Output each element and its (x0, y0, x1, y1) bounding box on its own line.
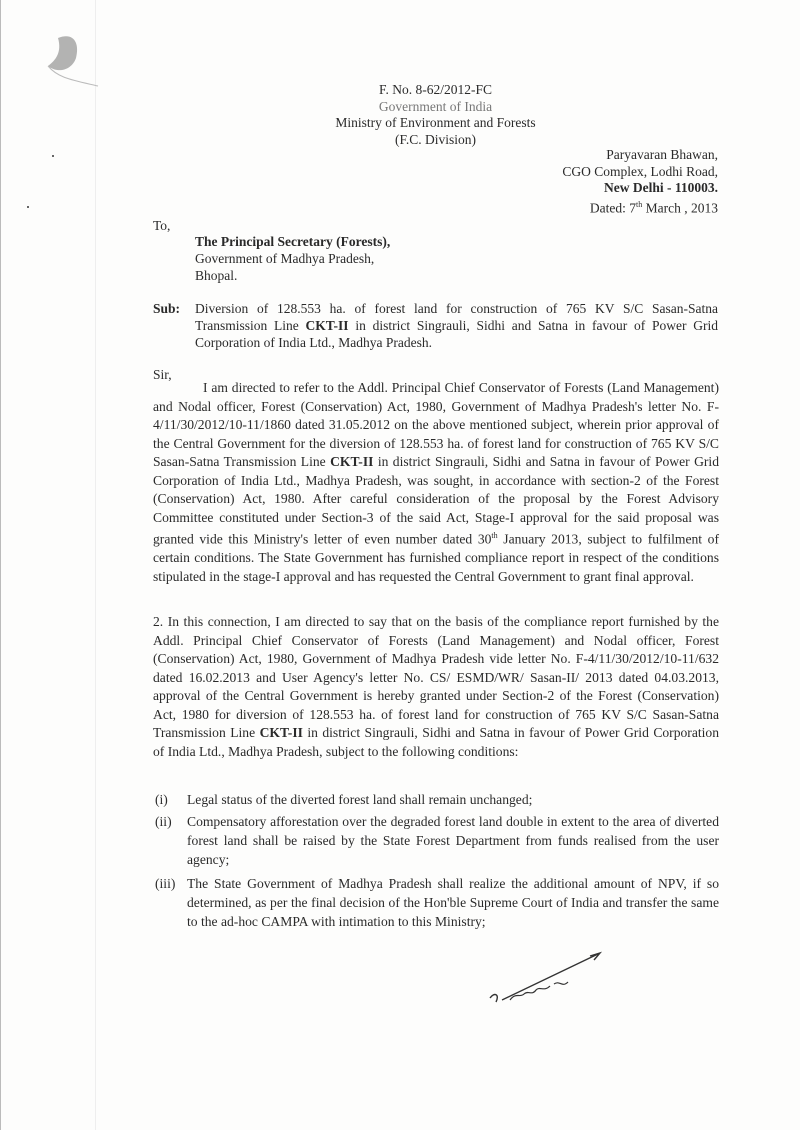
paragraph-text: January 2013, subject to fulfilment of certain conditions. The State Government has furnished compliance report in respect of the conditions stipulated in the stage-I approval and has requested the Central Government to grant final approval. (153, 531, 719, 584)
subject-block (153, 300, 718, 351)
address-line-3: New Delhi - 110003. (604, 180, 718, 196)
division-line: (F.C. Division) (394, 131, 477, 147)
government-line: Government of India (378, 98, 493, 114)
subject-text (195, 300, 718, 351)
condition-text: Legal status of the diverted forest land shall remain unchanged; (187, 792, 533, 807)
paragraph-text: in district Singrauli, Sidhi and Satna in favour of Power Grid Corporation of India Ltd., Madhya Pradesh, was sought, in accordance with section-2 of the Forest (Conservation) Act, 1980. After careful consideration of the proposal by the Forest Advisory Committee constituted under Section-3 of the said Act, Stage-I approval for the said proposal was granted vide this Ministry's letter of even number dated 30 (153, 454, 719, 547)
condition-text: The State Government of Madhya Pradesh shall realize the additional amount of NPV, if so determined, as per the final decision of the Hon'ble Supreme Court of India and transfer the same to the ad-hoc CAMPA with intimation to this Ministry; (187, 876, 719, 929)
date-suffix: March , 2013 (642, 200, 718, 216)
paragraph-bold: CKT-II (259, 725, 303, 740)
paragraph-text: I am directed to refer to the Addl. Principal Chief Conservator of Forests (Land Management) and Nodal officer, Forest (Conservation) Act, 1980, Government of Madhya Pradesh's letter No. F-4/11/30/2012/10-11/1860 dated 31.05.2012 on the above mentioned subject, wherein prior approval of the Central Government for the diversion of 128.553 ha. of forest land for construction of 765 KV S/C Sasan-Satna Transmission Line (153, 380, 719, 469)
scan-edge (0, 0, 1, 1130)
letter-header (153, 82, 718, 148)
condition-item (155, 875, 719, 931)
ministry-line: Ministry of Environment and Forests (335, 115, 536, 131)
to-label: To, (153, 218, 171, 233)
subject-bold: CKT-II (305, 318, 349, 333)
date-sup: th (636, 199, 643, 209)
stamp-mark-icon (28, 30, 108, 100)
scan-fold-line (95, 0, 96, 1130)
handwritten-initials-icon (480, 950, 610, 1010)
paragraph-text: in district Singrauli, Sidhi and Satna in favour of Power Grid Corporation of India Ltd., Madhya Pradesh, subject to the following conditions: (153, 725, 720, 759)
date-prefix: Dated: 7 (589, 200, 637, 216)
condition-number: (iii) (155, 876, 176, 891)
subject-label: Sub: (153, 301, 181, 316)
recipient-line-3: Bhopal. (195, 267, 238, 283)
paragraph-sup: th (491, 531, 498, 540)
address-line-1: Paryavaran Bhawan, (606, 147, 718, 162)
recipient-line-2: Government of Madhya Pradesh, (195, 250, 375, 266)
condition-number: (ii) (155, 814, 172, 829)
address-line-2: CGO Complex, Lodhi Road, (562, 163, 718, 179)
paragraph-bold: CKT-II (330, 454, 374, 469)
scan-dot (27, 206, 29, 208)
recipient-block (195, 234, 390, 284)
condition-item (155, 791, 719, 810)
condition-number: (i) (155, 792, 168, 807)
scan-dot (52, 155, 54, 157)
sender-address (562, 147, 718, 217)
condition-item (155, 813, 719, 869)
salutation: Sir, (153, 367, 172, 382)
paragraph-2 (153, 613, 719, 761)
file-number: F. No. 8-62/2012-FC (379, 82, 492, 97)
letter-date (562, 197, 718, 217)
condition-text: Compensatory afforestation over the degraded forest land double in extent to the area of diverted forest land shall be raised by the State Forest Department from funds realised from the user agency; (187, 814, 719, 867)
recipient-title: The Principal Secretary (Forests), (195, 234, 391, 249)
paragraph-1 (153, 379, 719, 586)
paragraph-text: 2. In this connection, I am directed to say that on the basis of the compliance report furnished by the Addl. Principal Chief Conservator of Forests (Land Management) and Nodal officer, Forest (Conservation) Act, 1980, Government of Madhya Pradesh vide letter No. F-4/11/30/2012/10-11/632 dated 16.02.2013 and User Agency's letter No. CS/ ESMD/WR/ Sasan-II/ 2013 dated 04.03.2013, approval of the Central Government is hereby granted under Section-2 of the Forest (Conservation) Act, 1980 for diversion of 128.553 ha. of forest land for construction of 765 KV S/C Sasan-Satna Transmission Line (153, 614, 719, 740)
subject-part: in district Singrauli, Sidhi and Satna in favour of Power Grid Corporation of India Ltd., Madhya Pradesh. (195, 318, 718, 350)
subject-part: Diversion of 128.553 ha. of forest land for construction of 765 KV S/C Sasan-Satna Transmission Line (195, 301, 718, 333)
